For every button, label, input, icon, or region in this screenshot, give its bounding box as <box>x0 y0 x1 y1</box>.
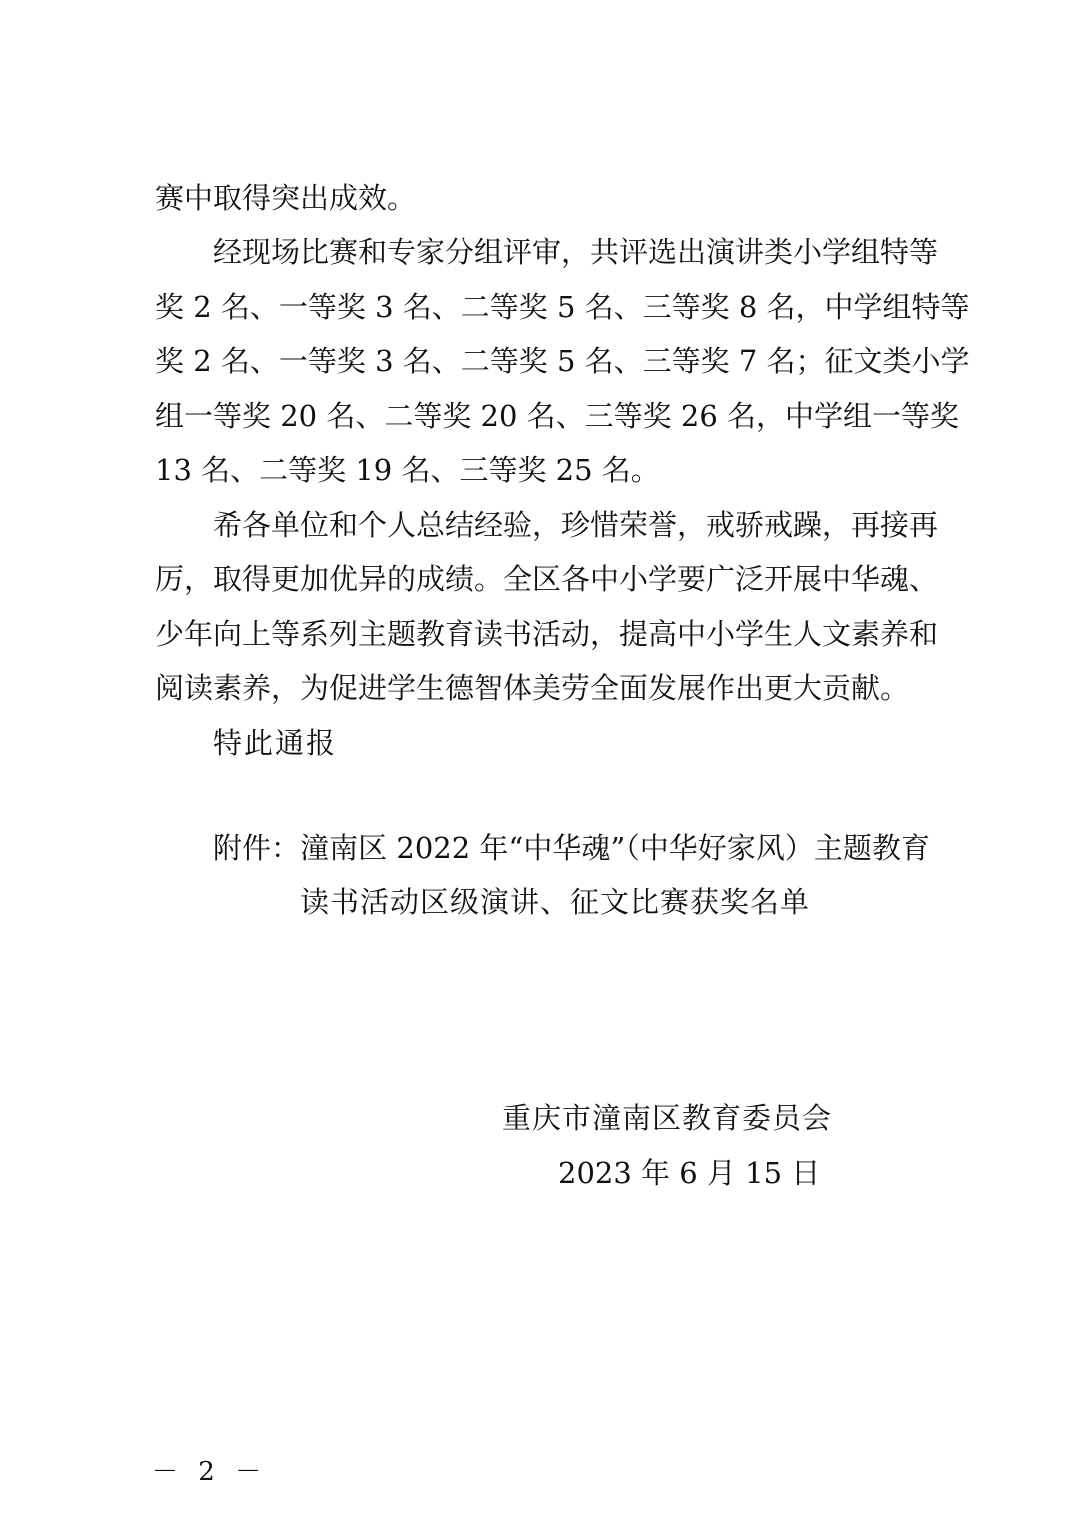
attachment-line-1: 附件：潼南区 2022 年“中华魂”（中华好家风）主题教育 <box>213 831 930 865</box>
body-line-1: 赛中取得突出成效。 <box>155 181 417 215</box>
body-line-8: 厉，取得更加优异的成绩。全区各中小学要广泛开展中华魂、 <box>155 562 939 596</box>
body-line-7: 希各单位和个人总结经验，珍惜荣誉，戒骄戒躁，再接再 <box>213 508 939 542</box>
attachment-line-2: 读书活动区级演讲、征文比赛获奖名单 <box>300 885 811 919</box>
body-line-10: 阅读素养，为促进学生德智体美劳全面发展作出更大贡献。 <box>155 671 910 705</box>
body-line-9: 少年向上等系列主题教育读书活动，提高中小学生人文素养和 <box>155 617 939 651</box>
body-line-5: 组一等奖 20 名、二等奖 20 名、三等奖 26 名，中学组一等奖 <box>155 399 960 433</box>
body-line-6: 13 名、二等奖 19 名、三等奖 25 名。 <box>155 453 660 487</box>
issue-date: 2023 年 6 月 15 日 <box>558 1156 821 1190</box>
closing-phrase: 特此通报 <box>213 726 338 760</box>
body-line-4: 奖 2 名、一等奖 3 名、二等奖 5 名、三等奖 7 名；征文类小学 <box>155 344 970 378</box>
page-number: － 2 － <box>152 1457 268 1487</box>
issuing-organization: 重庆市潼南区教育委员会 <box>502 1101 833 1135</box>
body-line-3: 奖 2 名、一等奖 3 名、二等奖 5 名、三等奖 8 名，中学组特等 <box>155 290 970 324</box>
body-line-2: 经现场比赛和专家分组评审，共评选出演讲类小学组特等 <box>213 235 939 269</box>
